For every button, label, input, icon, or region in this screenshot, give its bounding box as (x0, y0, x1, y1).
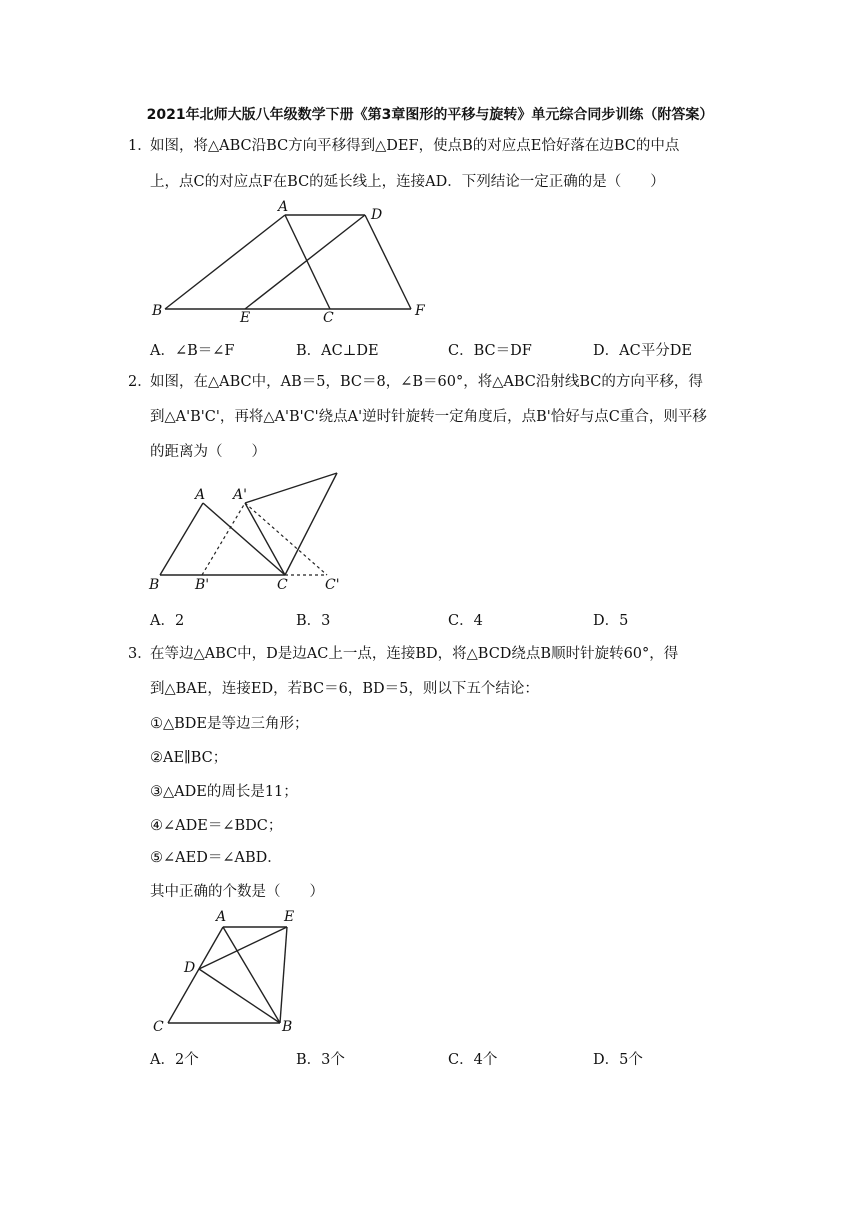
q2-label-b1: B' (195, 577, 210, 593)
q3-label-e: E (284, 909, 295, 925)
q2-segment-rotated-top (245, 473, 337, 503)
q1-segment-ac (285, 215, 330, 309)
q1-label-c: C (323, 310, 334, 326)
q3-label-d: D (184, 960, 196, 976)
q1-option-d: D．AC平分DE (593, 343, 692, 359)
q3-segment-ab (223, 927, 280, 1023)
q2-label-a: A (195, 487, 206, 503)
q3-conclusion-5: ⑤∠AED＝∠ABD． (150, 850, 282, 866)
q3-text-line2: 到△BAE，连接ED，若BC＝6，BD＝5，则以下五个结论： (150, 681, 539, 697)
q2-dashed-a1-c1 (245, 503, 327, 575)
q1-segment-ba (165, 215, 285, 309)
q2-label-c1: C' (325, 577, 340, 593)
q2-figure (145, 465, 365, 595)
q3-figure (145, 905, 315, 1035)
q3-option-d: D．5个 (593, 1052, 643, 1068)
q2-text-line3: 的距离为（ ） (150, 444, 266, 460)
q2-option-a: A．2 (150, 613, 185, 629)
q3-label-b: B (282, 1019, 293, 1035)
q1-label-e: E (240, 310, 251, 326)
q2-label-c: C (277, 577, 288, 593)
q2-label-a1: A' (233, 487, 247, 503)
q2-number: 2． (128, 374, 152, 390)
q1-text-line2: 上，点C的对应点F在BC的延长线上，连接AD．下列结论一定正确的是（ ） (150, 174, 665, 190)
q2-option-b: B．3 (296, 613, 331, 629)
q1-label-a: A (278, 199, 289, 215)
q2-segment-ba (160, 503, 203, 575)
q3-text-line1: 在等边△ABC中，D是边AC上一点，连接BD，将△BCD绕点B顺时针旋转60°，得 (150, 646, 679, 662)
q2-segment-rotated-side (285, 473, 337, 575)
q1-segment-ed (245, 215, 365, 309)
q3-label-a: A (216, 909, 227, 925)
q3-segment-db (199, 969, 280, 1023)
q3-label-c: C (153, 1019, 164, 1035)
q1-label-b: B (152, 303, 163, 319)
q3-segment-ca (168, 927, 223, 1023)
q1-label-f: F (415, 303, 425, 319)
q1-text-line1: 如图，将△ABC沿BC方向平移得到△DEF，使点B的对应点E恰好落在边BC的中点 (150, 138, 680, 154)
q3-conclusion-3: ③△ADE的周长是11； (150, 784, 298, 800)
q3-conclusion-2: ②AE∥BC； (150, 750, 228, 766)
q3-segment-eb (280, 927, 287, 1023)
q2-segment-ac (203, 503, 285, 575)
q3-number: 3． (128, 646, 152, 662)
q2-label-b: B (149, 577, 160, 593)
q1-option-b: B．AC⊥DE (296, 343, 379, 359)
q1-option-c: C．BC＝DF (448, 343, 532, 359)
q1-label-d: D (371, 207, 383, 223)
q2-text-line2: 到△A'B'C'，再将△A'B'C'绕点A'逆时针旋转一定角度后，点B'恰好与点C重合，则平移 (150, 409, 707, 425)
q3-question: 其中正确的个数是（ ） (150, 884, 324, 900)
q1-number: 1． (128, 138, 152, 154)
q1-option-a: A．∠B＝∠F (150, 343, 235, 359)
q2-text-line1: 如图，在△ABC中，AB＝5，BC＝8，∠B＝60°，将△ABC沿射线BC的方向平移，得 (150, 374, 703, 390)
q1-figure (145, 195, 445, 325)
q3-conclusion-4: ④∠ADE＝∠BDC； (150, 818, 283, 834)
q2-dashed-b1-a1 (202, 503, 245, 575)
q2-option-d: D．5 (593, 613, 629, 629)
q1-segment-df (365, 215, 411, 309)
q2-segment-a1-c (245, 503, 285, 575)
q3-option-b: B．3个 (296, 1052, 345, 1068)
q2-option-c: C．4 (448, 613, 483, 629)
page-title: 2021年北师大版八年级数学下册《第3章图形的平移与旋转》单元综合同步训练（附答案） (146, 107, 714, 123)
q3-segment-de (199, 927, 287, 969)
q3-option-a: A．2个 (150, 1052, 199, 1068)
q3-conclusion-1: ①△BDE是等边三角形； (150, 716, 309, 732)
q3-option-c: C．4个 (448, 1052, 498, 1068)
